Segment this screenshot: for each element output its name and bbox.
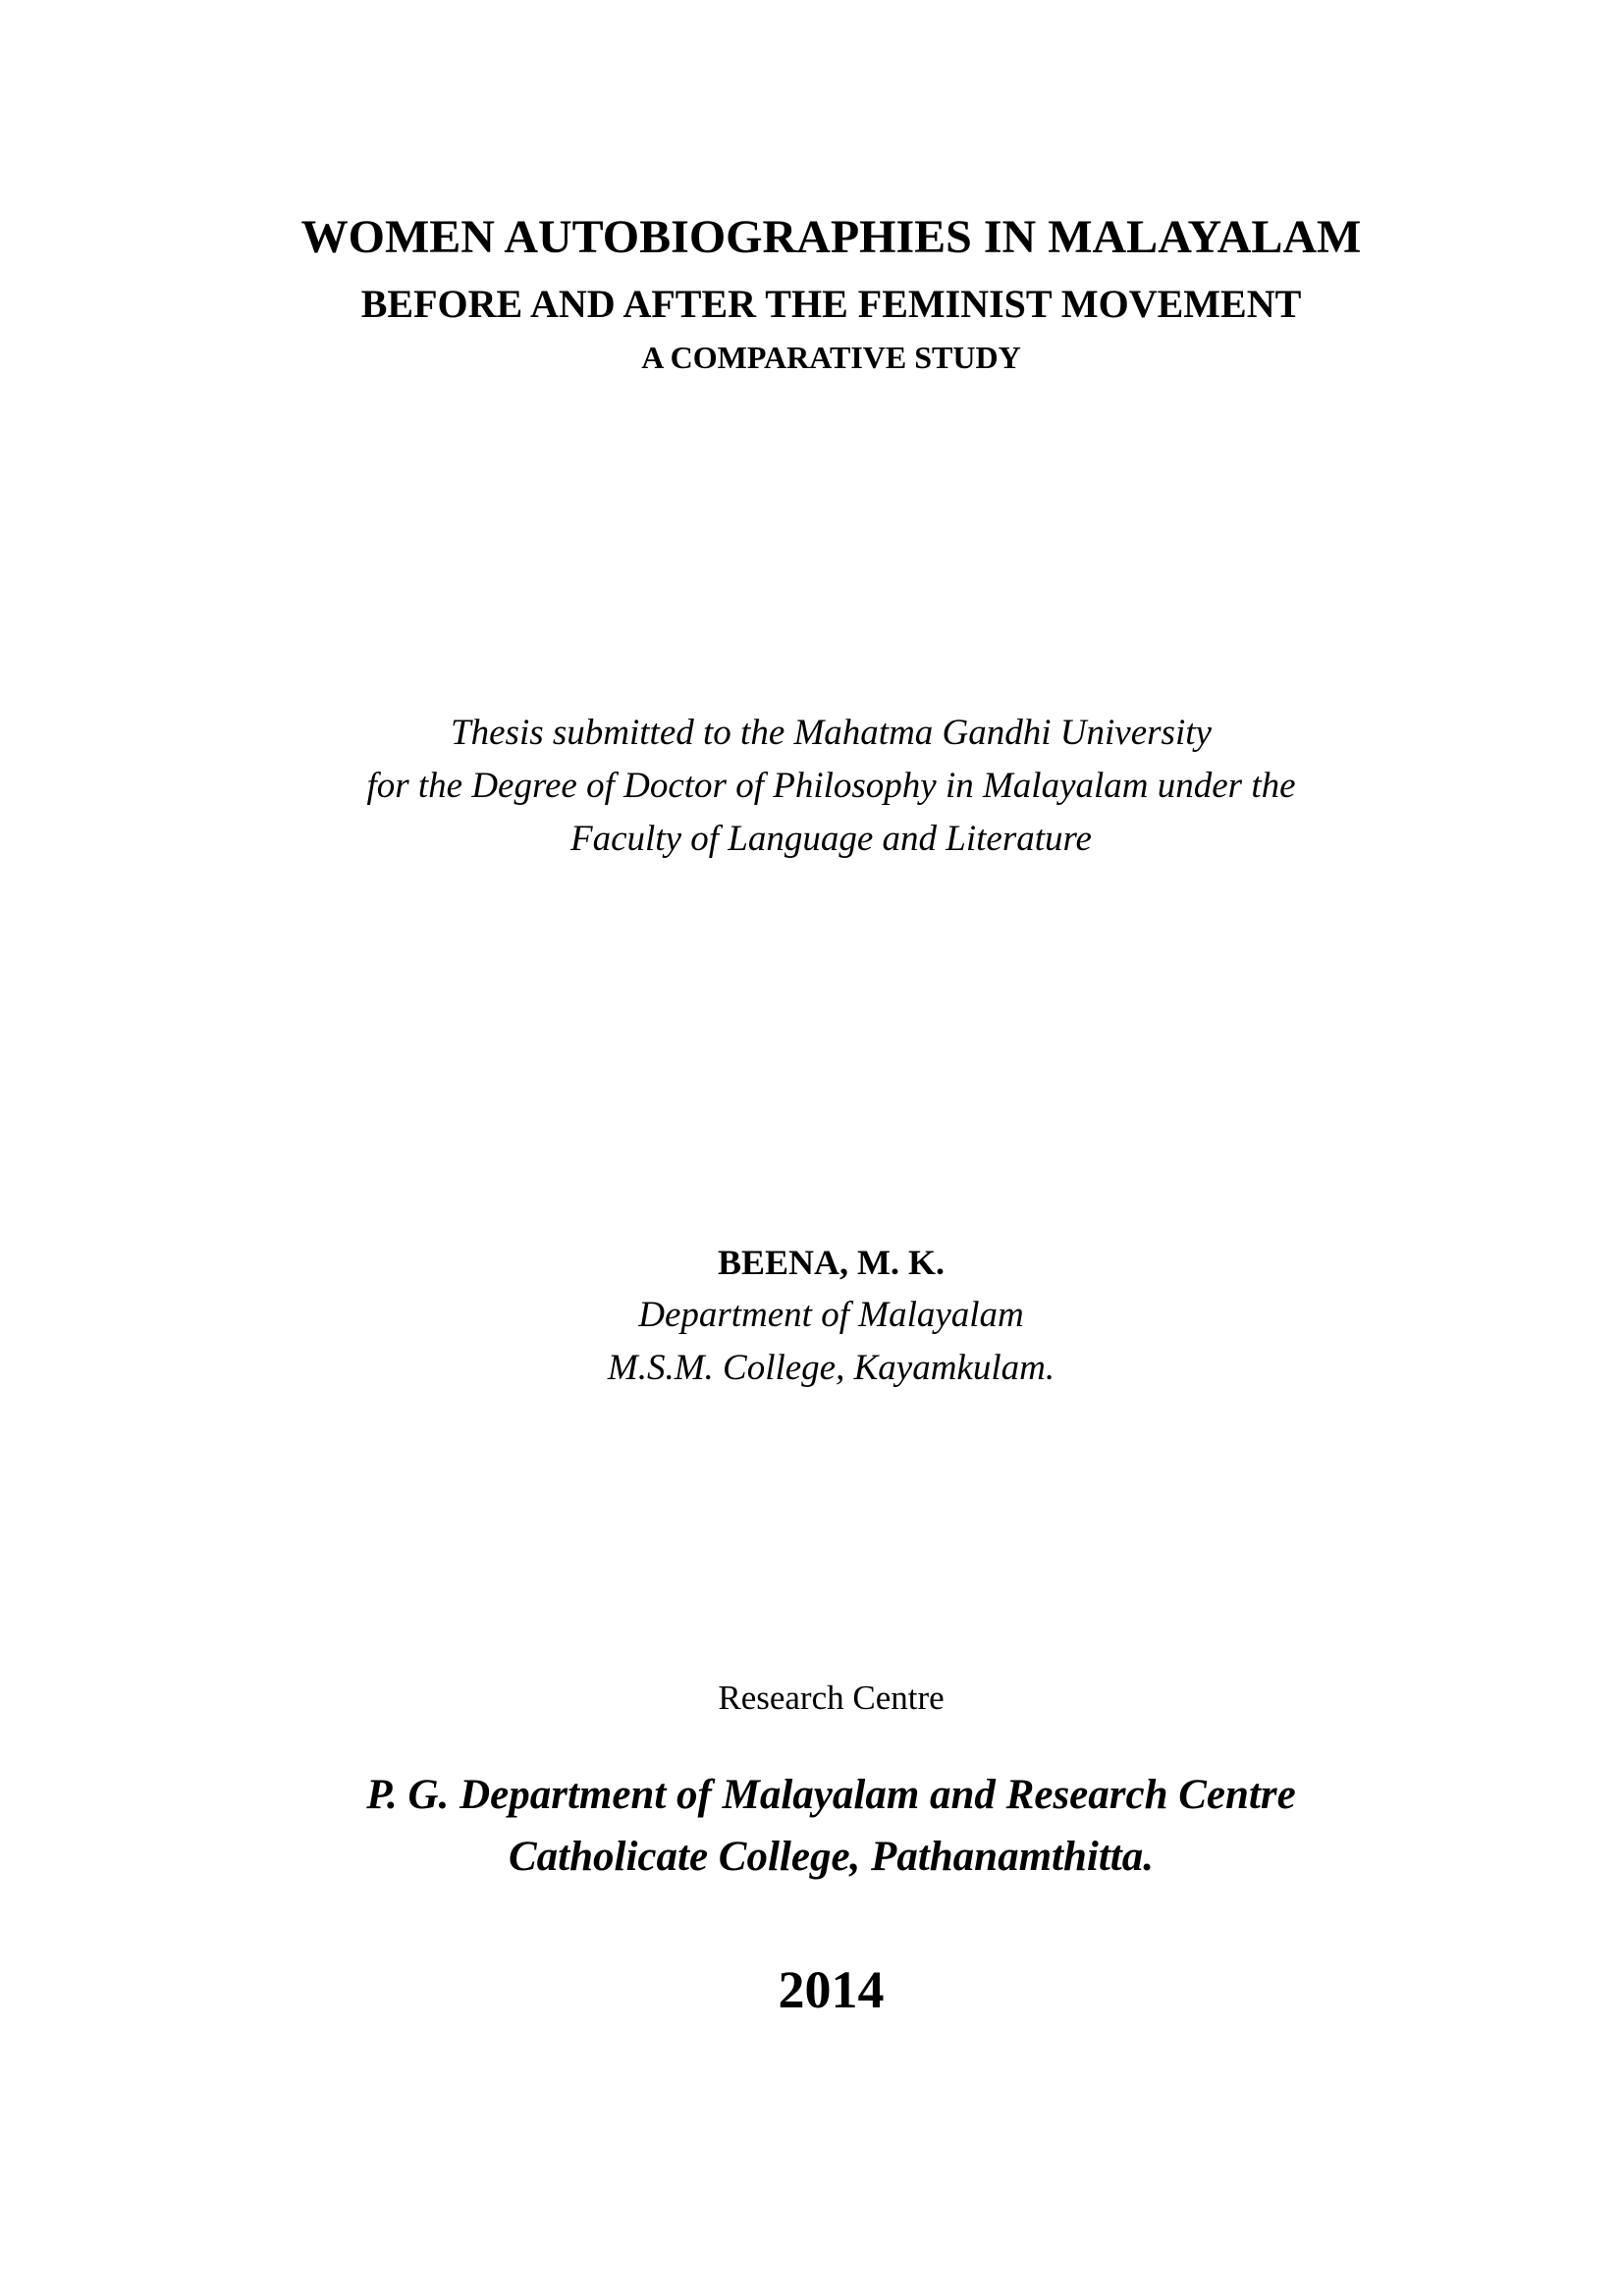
thesis-title-line-3: A COMPARATIVE STUDY: [641, 340, 1021, 375]
submission-year: 2014: [778, 1960, 885, 2019]
thesis-title-line-2: BEFORE AND AFTER THE FEMINIST MOVEMENT: [360, 282, 1302, 326]
thesis-title-line-1: WOMEN AUTOBIOGRAPHIES IN MALAYALAM: [300, 211, 1362, 263]
author-name: BEENA, M. K.: [717, 1243, 945, 1282]
submission-statement-line-1: Thesis submitted to the Mahatma Gandhi University: [451, 713, 1212, 753]
research-centre-college: Catholicate College, Pathanamthitta.: [509, 1834, 1154, 1880]
submission-statement-line-3: Faculty of Language and Literature: [570, 819, 1092, 859]
research-centre-label: Research Centre: [718, 1679, 945, 1717]
author-department: Department of Malayalam: [638, 1295, 1024, 1335]
research-centre-department: P. G. Department of Malayalam and Research Centre: [366, 1772, 1296, 1818]
submission-statement-line-2: for the Degree of Doctor of Philosophy in Malayalam under the: [366, 766, 1296, 806]
author-college: M.S.M. College, Kayamkulam.: [607, 1348, 1055, 1388]
